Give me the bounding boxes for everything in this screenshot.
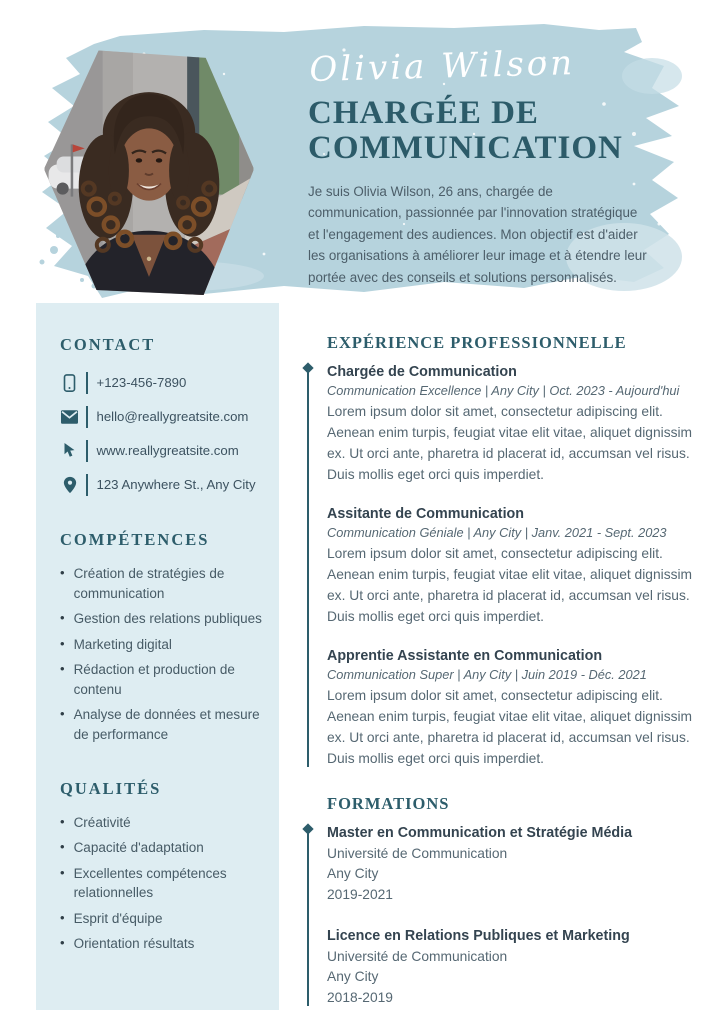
list-item [60, 635, 263, 655]
skill-label: Marketing digital [73, 636, 172, 652]
job-title: Apprentie Assistante en Communication [327, 647, 603, 664]
skills-section [60, 530, 263, 745]
experience-entry [327, 648, 699, 770]
profile-summary: Je suis Olivia Wilson, 26 ans, chargée de communication, passionnée par l'innovation stratégique et l'engagement des audiences. Mon objectif est d'aider les organisations à améliorer leur image et à étendre leur portée avec des conseils et solutions personnalisés. [308, 183, 647, 285]
contact-row-phone [60, 371, 263, 394]
skills-list [60, 564, 263, 745]
bullet-icon: • [60, 706, 65, 722]
header [308, 43, 660, 288]
bullet-icon: • [60, 909, 65, 925]
study-years: 2018-2019 [327, 990, 393, 1006]
experience-section [307, 364, 699, 770]
bullet-icon: • [60, 864, 65, 880]
list-item [60, 564, 263, 603]
quality-label: Créativité [73, 814, 131, 830]
email-address: hello@reallygreatsite.com [96, 409, 249, 424]
title-line-1: CHARGÉE DE [308, 95, 539, 131]
school-city: Any City [327, 969, 379, 985]
qualities-heading: QUALITÉS [60, 778, 162, 798]
education-section [307, 825, 699, 1009]
list-item [60, 934, 263, 954]
sidebar [36, 303, 279, 1010]
contact-divider [86, 372, 88, 394]
timeline-diamond-icon [302, 362, 313, 373]
school-city: Any City [327, 866, 379, 882]
qualities-section [60, 779, 263, 954]
person-name: Olivia Wilson [308, 43, 576, 90]
phone-icon [60, 373, 79, 393]
timeline-diamond-icon [302, 823, 313, 834]
contact-heading: CONTACT [60, 335, 156, 354]
experience-heading: EXPÉRIENCE PROFESSIONNELLE [327, 333, 627, 352]
contact-list [60, 371, 263, 496]
list-item [60, 838, 263, 858]
list-item [60, 864, 263, 903]
cursor-icon [60, 442, 79, 459]
contact-divider [86, 440, 88, 462]
bullet-icon: • [60, 661, 65, 677]
street-address: 123 Anywhere St., Any City [96, 477, 256, 492]
job-meta: Communication Super | Any City | Juin 2019 - Déc. 2021 [327, 666, 647, 682]
title-line-2: COMMUNICATION [308, 129, 623, 166]
contact-row-address [60, 473, 263, 496]
list-item [60, 660, 263, 699]
contact-row-website [60, 439, 263, 462]
job-meta: Communication Excellence | Any City | Oct. 2023 - Aujourd'hui [327, 383, 680, 398]
timeline-rail [307, 825, 327, 1009]
list-item [60, 609, 263, 629]
list-item [60, 909, 263, 929]
timeline-rail [307, 364, 327, 770]
bullet-icon: • [60, 839, 65, 855]
main-content [307, 333, 699, 1009]
list-item [60, 813, 263, 833]
bullet-icon: • [60, 935, 65, 951]
bullet-icon: • [60, 565, 65, 580]
contact-divider [86, 474, 88, 496]
school-name: Université de Communication [327, 845, 508, 861]
degree-title: Master en Communication et Stratégie Média [327, 824, 633, 841]
skill-label: Gestion des relations publiques [73, 611, 262, 627]
quality-label: Esprit d'équipe [73, 910, 163, 926]
education-entry [327, 825, 699, 906]
experience-entry [327, 364, 699, 486]
skills-heading: COMPÉTENCES [60, 530, 210, 549]
quality-label: Capacité d'adaptation [73, 840, 204, 856]
job-description: Lorem ipsum dolor sit amet, consectetur adipiscing elit. Aenean enim turpis, feugiat vitae elit vitae, aliquet dignissim ex. Ut orci ante, pharetra id placerat id, accumsan vel risus. Duis mollis eget orci quis imperdiet. [327, 687, 693, 766]
contact-divider [86, 406, 88, 428]
bullet-icon: • [60, 635, 65, 651]
page-title [308, 96, 660, 166]
website-url: www.reallygreatsite.com [96, 443, 239, 458]
education-heading: FORMATIONS [327, 793, 450, 813]
list-item [60, 705, 263, 744]
email-icon [60, 410, 79, 424]
phone-number: +123-456-7890 [96, 375, 187, 390]
contact-row-email [60, 405, 263, 428]
location-icon [60, 476, 79, 494]
job-title: Chargée de Communication [327, 364, 517, 380]
experience-entry [327, 506, 699, 628]
bullet-icon: • [60, 813, 65, 829]
degree-title: Licence en Relations Publiques et Marketing [327, 927, 630, 944]
skill-label: Analyse de données et mesure de performance [73, 707, 260, 742]
qualities-list [60, 813, 263, 954]
job-title: Assitante de Communication [327, 505, 525, 522]
job-description: Lorem ipsum dolor sit amet, consectetur adipiscing elit. Aenean enim turpis, feugiat vitae elit vitae, aliquet dignissim ex. Ut orci ante, pharetra id placerat id, accumsan vel risus. Duis mollis eget orci quis imperdiet. [327, 404, 693, 482]
skill-label: Rédaction et production de contenu [73, 662, 235, 697]
quality-label: Orientation résultats [73, 936, 195, 952]
bullet-icon: • [60, 610, 65, 626]
skill-label: Création de stratégies de communication [73, 566, 225, 601]
study-years: 2019-2021 [327, 887, 393, 902]
education-entry [327, 928, 699, 1009]
school-name: Université de Communication [327, 948, 508, 964]
quality-label: Excellentes compétences relationnelles [73, 865, 227, 901]
job-description: Lorem ipsum dolor sit amet, consectetur adipiscing elit. Aenean enim turpis, feugiat vitae elit vitae, aliquet dignissim ex. Ut orci ante, pharetra id placerat id, accumsan vel risus. Duis mollis eget orci quis imperdiet. [327, 545, 693, 624]
job-meta: Communication Géniale | Any City | Janv. 2021 - Sept. 2023 [327, 524, 667, 540]
